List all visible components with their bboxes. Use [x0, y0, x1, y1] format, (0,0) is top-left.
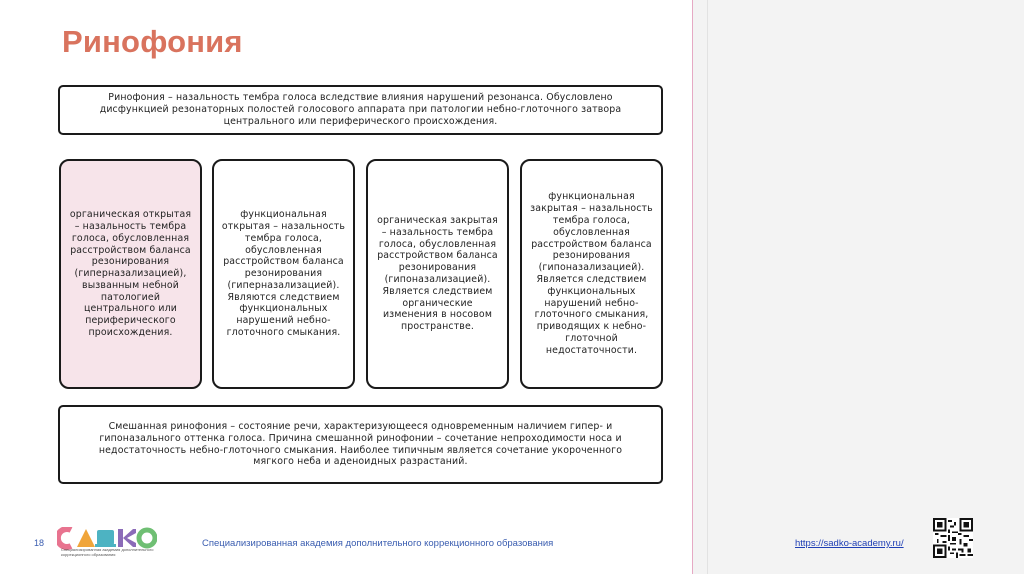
- qr-code-icon: [933, 518, 973, 558]
- card-text: органическая закрытая – назальность тембра голоса, обусловленная расстройством баланса резонирования (гипоназализацией). Является следствием органические изменения в носовом пространстве.: [377, 215, 498, 333]
- logo-subtitle: Специализированная академия дополнительного коррекционного образования: [61, 547, 154, 557]
- page-number: 18: [34, 538, 45, 548]
- definition-box: [58, 85, 663, 135]
- card-functional-closed: [520, 159, 663, 389]
- mixed-text: Смешанная ринофония – состояние речи, характеризующееся одновременным наличием гипер- и гипоназального оттенка голоса. Причина смешанной ринофонии – сочетание непроходимости носа и недостаточность небно-глоточного смыкания. Наиболее типичным является сочетание укороченного мягкого неба и аденоидных разрастаний.: [98, 420, 623, 468]
- card-organic-closed: [366, 159, 509, 389]
- card-text: функциональная закрытая – назальность тембра голоса, обусловленная расстройством баланса резонирования (гипоназализацией). Является следствием функциональных нарушений небно-глоточного смыкания, приводящих к небно-глоточной недостаточности.: [530, 191, 653, 356]
- mixed-rhinophonia-box: [58, 405, 663, 484]
- academy-name: Специализированная академия дополнительного коррекционного образования: [202, 538, 554, 549]
- side-panel: [692, 0, 1024, 574]
- website-link[interactable]: https://sadko-academy.ru/: [795, 538, 904, 549]
- page-title: Ринофония: [62, 24, 243, 59]
- card-text: органическая открытая – назальность тембра голоса, обусловленная расстройством баланса резонирования (гиперназализацией), вызванным небной патологией центрального или периферического происхождения.: [69, 209, 192, 339]
- card-text: функциональная открытая – назальность тембра голоса, обусловленная расстройством баланса резонирования (гиперназализацией). Являются следствием функциональных нарушений небно-глоточного смыкания.: [221, 209, 346, 339]
- card-functional-open: [212, 159, 355, 389]
- definition-text: Ринофония – назальность тембра голоса вследствие влияния нарушений резонанса. Обусловлено дисфункцией резонаторных полостей голосового аппарата при патологии небно-глоточного затвора центрального или периферического происхождения.: [99, 92, 622, 127]
- panel-divider: [707, 0, 708, 574]
- card-organic-open: [59, 159, 202, 389]
